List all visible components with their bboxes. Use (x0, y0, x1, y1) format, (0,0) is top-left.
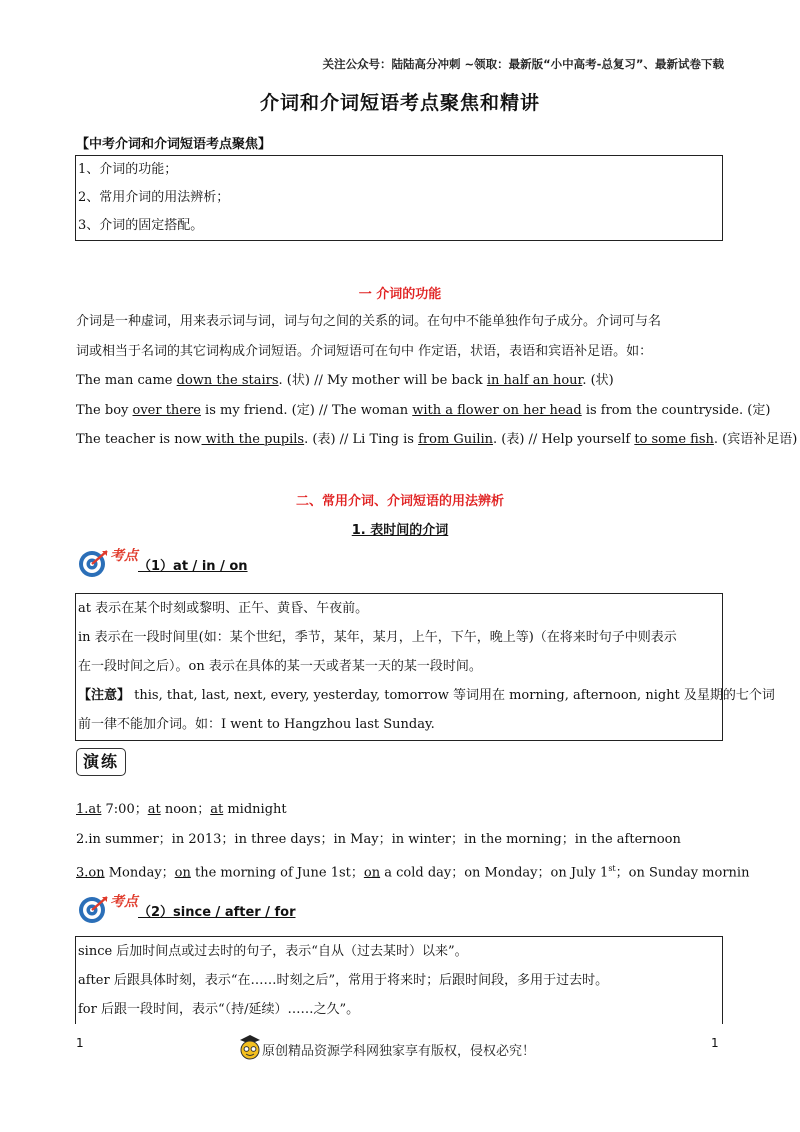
section1-heading: 一 介词的功能 (358, 287, 442, 302)
focus-box (75, 155, 723, 241)
document-title: 介词和介词短语考点聚焦和精讲 (259, 92, 540, 114)
underlined-phrase: in half an hour (486, 373, 583, 388)
focus-item-1: 1、介词的功能； (78, 162, 178, 177)
underlined-word: on (363, 865, 381, 881)
text: The man came (76, 373, 177, 388)
practice-line-1 (76, 799, 287, 821)
text: Monday； (104, 865, 175, 881)
underlined-word: at (210, 802, 224, 817)
point-label: （2）since / after / for (138, 904, 296, 920)
point1-line-3: 在一段时间之后）。on 表示在具体的某一天或者某一天的某一段时间。 (78, 659, 482, 674)
focus-section-label: 【中考介词和介词短语考点聚焦】 (76, 137, 272, 152)
text: . (表) // Help yourself (493, 432, 635, 447)
focus-item-3: 3、介词的固定搭配。 (78, 218, 204, 233)
underlined-phrase: from Guilin (418, 432, 494, 447)
text: 7:00； (101, 802, 148, 817)
focus-item-2: 2、常用介词的用法辨析； (78, 190, 230, 205)
example-sentence-3 (76, 425, 798, 455)
text: The boy (76, 403, 133, 418)
target-icon (76, 548, 110, 578)
point1-line-2: in 表示在一段时间里(如：某个世纪，季节，某年，某月，上午，下午，晚上等)（在将来时句子中则表示 (78, 630, 677, 645)
underlined-word: on (174, 865, 191, 881)
note-label: 【注意】 (78, 688, 131, 703)
underlined-phrase: with a flower on her head (412, 403, 582, 418)
page-number-right: 1 (711, 1036, 719, 1050)
text: is from the countryside. (定) (581, 403, 771, 418)
item-number: 3.on (76, 865, 105, 881)
kaodian-marker-1 (76, 548, 248, 582)
text: . (宾语补足语) (713, 432, 798, 447)
section1-para-1: 介词是一种虚词，用来表示词与词，词与句之间的关系的词。在句中不能单独作句子成分。介词可与名 (76, 314, 662, 329)
item-number: 1.at (76, 802, 102, 817)
copyright-notice: 原创精品资源学科网独家享有版权，侵权必究！ (262, 1044, 536, 1059)
mascot-icon (238, 1034, 262, 1064)
subsection-heading: 1. 表时间的介词 (351, 523, 449, 538)
section1-para-2: 词或相当于名词的其它词构成介词短语。介词短语可在句中 作定语，状语，表语和宾语补足语。如： (76, 344, 653, 359)
point2-line-3: for 后跟一段时间，表示“（持/延续）……之久”。 (78, 1002, 360, 1017)
practice-badge: 演练 (76, 748, 126, 776)
point1-line-5: 前一律不能加介词。如：I went to Hangzhou last Sunday. (78, 717, 435, 732)
text: midnight (223, 802, 287, 817)
text: . (表) // Li Ting is (304, 432, 419, 447)
target-icon (76, 894, 110, 924)
point-label: （1）at / in / on (138, 558, 248, 574)
point2-box (75, 936, 723, 1024)
kaodian-word: 考点 (110, 893, 138, 910)
text: is my friend. (定) // The woman (200, 403, 413, 418)
kaodian-marker-2 (76, 894, 296, 928)
text: . (状) (582, 373, 614, 388)
section2-heading: 二、常用介词、介词短语的用法辨析 (295, 494, 504, 509)
underlined-word: at (147, 802, 161, 817)
header-note: 关注公众号：陆陆高分冲刺 ~领取：最新版“小中高考-总复习”、最新试卷下载 (322, 57, 724, 71)
text: noon； (160, 802, 211, 817)
kaodian-word: 考点 (110, 547, 138, 564)
underlined-phrase: to some fish (634, 432, 714, 447)
point1-line-1: at 表示在某个时刻或黎明、正午、黄昏、午夜前。 (78, 601, 369, 616)
underlined-phrase: over there (132, 403, 201, 418)
practice-line-3 (76, 858, 749, 884)
example-sentence-1 (76, 366, 726, 396)
point1-box (75, 593, 775, 741)
text: the morning of June 1st； (190, 865, 364, 881)
text: a cold day；on Monday；on July 1 (380, 865, 609, 881)
underlined-phrase: with the pupils (201, 432, 305, 447)
page-number-left: 1 (76, 1036, 84, 1050)
text: . (状) // My mother will be back (278, 373, 487, 388)
example-sentence-2 (76, 396, 771, 426)
underlined-phrase: down the stairs (176, 373, 279, 388)
text: ；on Sunday mornin (615, 865, 750, 881)
text: this, that, last, next, every, yesterday, tomorrow 等词用在 morning, afternoon, night 及星期的七个词 (130, 688, 775, 703)
point2-line-2: after 后跟具体时刻，表示“在……时刻之后”，常用于将来时；后跟时间段，多用于过去时。 (78, 973, 609, 988)
point1-line-4 (76, 681, 775, 710)
practice-line-2: 2.in summer；in 2013；in three days；in May；in winter；in the morning；in the afternoon (76, 832, 681, 847)
text: The teacher is now (76, 432, 202, 447)
point2-line-1: since 后加时间点或过去时的句子，表示“自从（过去某时）以来”。 (78, 944, 468, 959)
superscript: st (608, 864, 616, 873)
